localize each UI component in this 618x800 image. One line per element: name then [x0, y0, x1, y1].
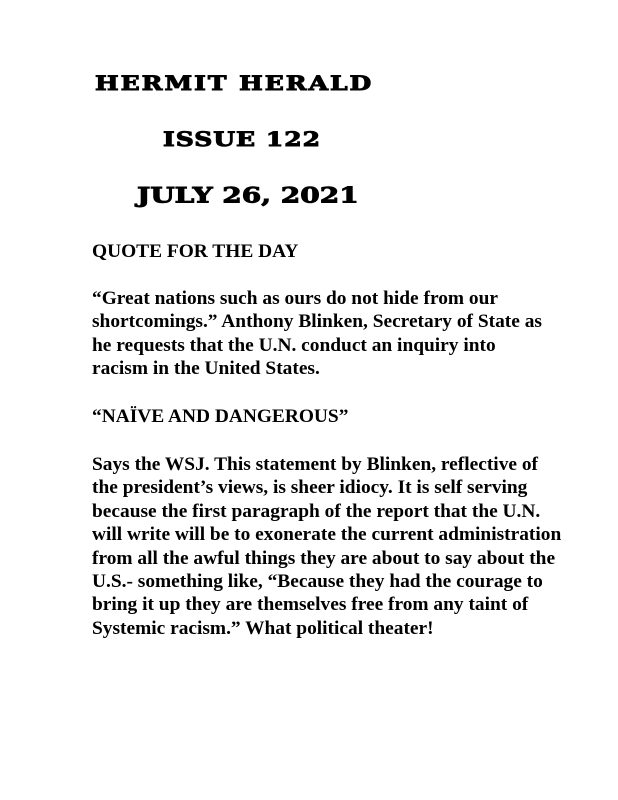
commentary-heading: “NAÏVE AND DANGEROUS”	[92, 406, 349, 427]
issue-date: JULY 26, 2021	[137, 182, 359, 208]
quote-section-heading: QUOTE FOR THE DAY	[92, 241, 299, 262]
quote-paragraph: “Great nations such as ours do not hide from our shortcomings.” Anthony Blinken, Secretary of State as he requests that the U.N. conduct an inquiry into racism in the United States.	[92, 288, 542, 380]
issue-number: ISSUE 122	[163, 128, 321, 151]
commentary-paragraph: Says the WSJ. This statement by Blinken, reflective of the president’s views, is sheer idiocy. It is self serving because the first paragraph of the report that the U.N. will write will be to exonerate the current administration from all the awful things they are about to say about the U.S.- something like, “Because they had the courage to bring it up they are themselves free from any taint of Systemic racism.” What political theater!	[92, 454, 562, 639]
newsletter-title: HERMIT HERALD	[95, 72, 374, 95]
